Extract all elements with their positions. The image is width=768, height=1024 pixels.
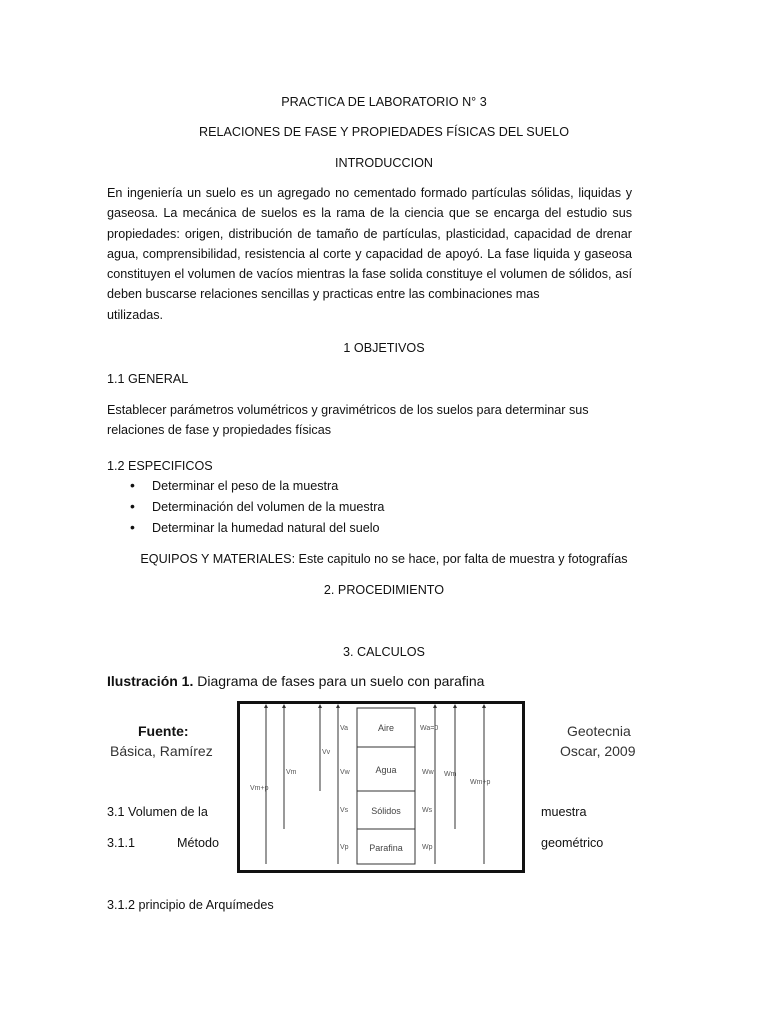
- dim-label: Vm+p: [250, 785, 269, 792]
- figure-source-label: Fuente:: [138, 723, 189, 739]
- intro-last-line: utilizadas.: [107, 307, 164, 322]
- dim-label: Ws: [422, 807, 433, 814]
- arrow-icon: [264, 704, 268, 708]
- arrow-icon: [433, 704, 437, 708]
- section-3-1-right: muestra: [541, 805, 587, 819]
- intro-heading: INTRODUCCION: [335, 156, 433, 170]
- arrow-icon: [336, 704, 340, 708]
- dim-label: Wm: [444, 771, 457, 778]
- section-3-1-1-right: geométrico: [541, 836, 604, 850]
- list-item: • Determinar la humedad natural del suelo: [130, 518, 610, 539]
- doc-subtitle: RELACIONES DE FASE Y PROPIEDADES FÍSICAS DEL SUELO: [198, 125, 569, 139]
- general-paragraph: [107, 400, 632, 441]
- dim-label: Ww: [422, 769, 434, 776]
- section-3-1-1-left: Método: [177, 836, 220, 850]
- intro-text: En ingeniería un suelo es un agregado no cementado formado partículas sólidas, liquidas y gaseosa. La mecánica de suelos es la rama de la ciencia que se encarga del estudio sus propiedades: origen, distribución de tamaño de partículas, plasticidad, capacidad de drenar agua, comprensibilidad, resistencia al corte y capacidad de apoyó. La fase liquida y gaseosa constituyen el volumen de vacíos mientras la fase solida constituye el volumen de sólidos, así deben buscarse relaciones sencillas y practicas entre las combinaciones mas: [107, 186, 632, 302]
- phase-label: Sólidos: [371, 806, 401, 816]
- dim-label: Vm: [286, 769, 297, 776]
- equipos-note: EQUIPOS Y MATERIALES: Este capitulo no se hace, por falta de muestra y fotografías: [140, 552, 628, 566]
- especificos-heading: 1.2 ESPECIFICOS: [107, 459, 213, 473]
- dim-label: Wp: [422, 844, 433, 851]
- phase-diagram-svg: [240, 704, 522, 870]
- figure-caption-text: Diagrama de fases para un suelo con parafina: [197, 673, 485, 689]
- figure-source-left: Básica, Ramírez: [110, 743, 213, 759]
- phase-label: Agua: [375, 765, 397, 775]
- dim-label: Wm+p: [470, 779, 491, 786]
- calculos-heading: 3. CALCULOS: [343, 645, 425, 659]
- especificos-list: [130, 476, 610, 539]
- dim-label: Vw: [340, 769, 350, 776]
- objetivos-heading: 1 OBJETIVOS: [343, 341, 425, 355]
- arrow-icon: [318, 704, 322, 708]
- figure-source-right-1: Geotecnia: [567, 723, 631, 739]
- dim-label: Wa=0: [420, 725, 439, 732]
- arrow-icon: [453, 704, 457, 708]
- general-heading: 1.1 GENERAL: [107, 372, 189, 386]
- list-item: • Determinación del volumen de la muestra: [130, 497, 610, 518]
- arrow-icon: [282, 704, 286, 708]
- phase-label: Aire: [377, 723, 395, 733]
- doc-title: PRACTICA DE LABORATORIO N° 3: [281, 95, 487, 109]
- dim-label: Vv: [322, 749, 331, 756]
- dim-label: Vp: [340, 844, 349, 851]
- general-text: Establecer parámetros volumétricos y gravimétricos de los suelos para determinar sus: [107, 403, 589, 417]
- phase-label: Parafina: [369, 843, 403, 853]
- section-3-1-left: 3.1 Volumen de la: [107, 805, 208, 819]
- phase-diagram: [237, 701, 525, 873]
- figure-source-right-2: Oscar, 2009: [560, 743, 636, 759]
- figure-label: Ilustración 1.: [107, 673, 194, 689]
- arrow-icon: [482, 704, 486, 708]
- dim-label: Vs: [340, 807, 349, 814]
- general-last-line: relaciones de fase y propiedades físicas: [107, 423, 332, 438]
- list-item: • Determinar el peso de la muestra: [130, 476, 610, 497]
- section-3-1-1-num: 3.1.1: [107, 836, 136, 850]
- figure-caption: [107, 673, 484, 689]
- intro-paragraph: [107, 183, 632, 325]
- section-3-1-2: 3.1.2 principio de Arquímedes: [107, 898, 274, 912]
- dim-label: Va: [340, 725, 349, 732]
- procedimiento-heading: 2. PROCEDIMIENTO: [323, 583, 445, 597]
